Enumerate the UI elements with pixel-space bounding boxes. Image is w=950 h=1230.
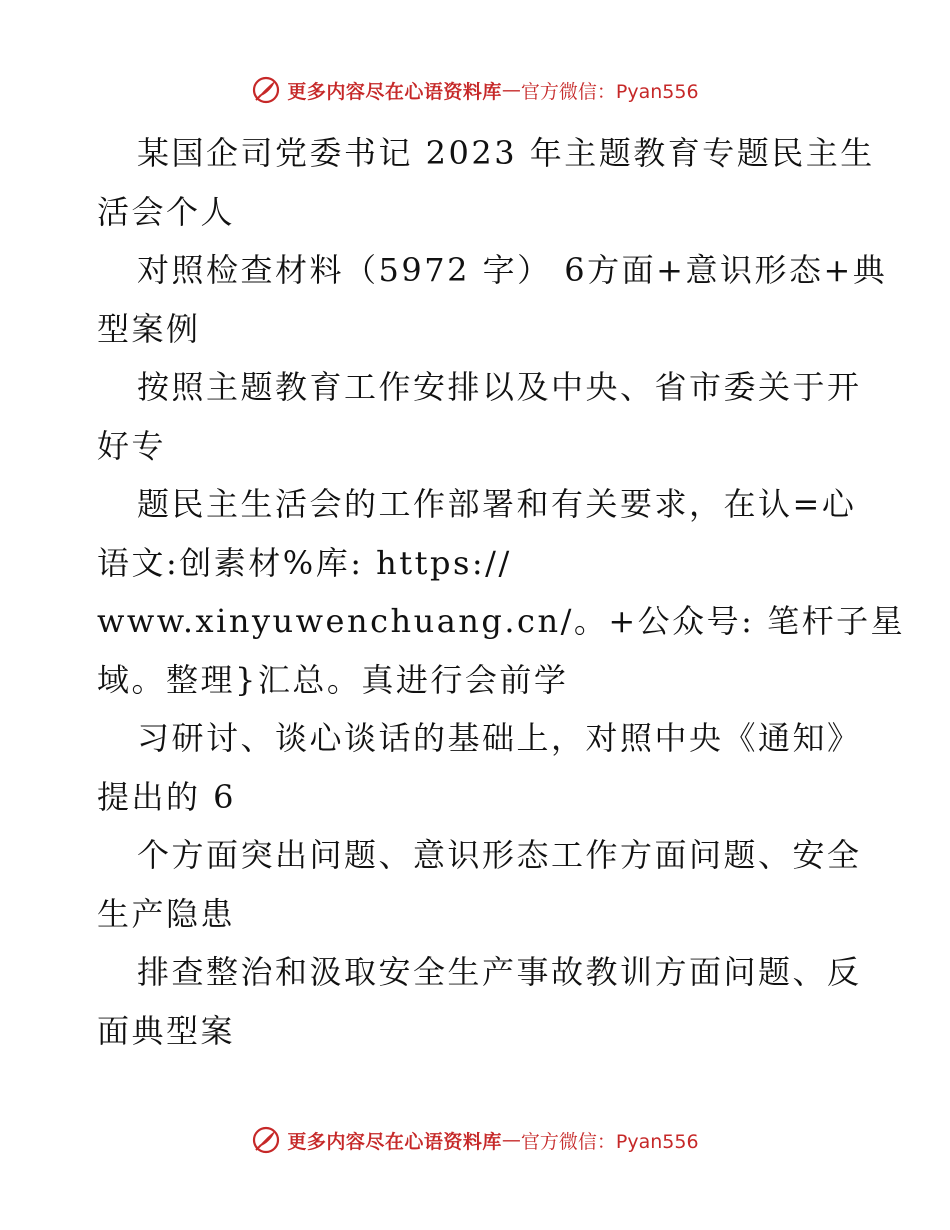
quill-pen-logo-icon [251,1125,281,1155]
text-line: 好专 [97,426,167,465]
document-body [97,124,906,1060]
banner-slogan: 更多内容尽在心语资料库 [287,80,502,103]
text-line: 习研讨、谈心谈话的基础上，对照中央《通知》 [137,719,862,757]
text-line: 生产隐患 [97,894,236,933]
text-line: 语文:创素材%库: https:// [97,543,512,582]
text-line: 题民主生活会的工作部署和有关要求，在认=心 [137,485,857,523]
text-line: www.xinyuwenchuang.cn/。+公众号: 笔杆子星 [97,602,906,640]
banner-wechat-id: 官方微信：Pyan556 [520,80,699,103]
text-line: 个方面突出问题、意识形态工作方面问题、安全 [137,836,862,874]
quill-pen-logo-icon [251,75,281,105]
text-line: 面典型案 [97,1011,236,1050]
banner-slogan: 更多内容尽在心语资料库 [287,1130,502,1153]
text-line: 型案例 [97,309,201,348]
text-line: 某国企司党委书记 2023 年主题教育专题民主生 [137,134,875,172]
banner-wechat-id: 官方微信：Pyan556 [520,1130,699,1153]
text-line: 活会个人 [97,192,236,231]
text-line: 提出的 6 [97,777,237,816]
text-line: 对照检查材料（5972 字） 6方面+意识形态+典 [137,251,888,289]
text-line: 按照主题教育工作安排以及中央、省市委关于开 [137,368,862,406]
banner-separator: — [501,1129,521,1151]
header-banner [0,70,950,110]
banner-separator: — [501,79,521,101]
text-line: 域。整理}汇总。真进行会前学 [97,660,569,699]
footer-banner [0,1120,950,1160]
text-line: 排查整治和汲取安全生产事故教训方面问题、反 [137,953,862,991]
